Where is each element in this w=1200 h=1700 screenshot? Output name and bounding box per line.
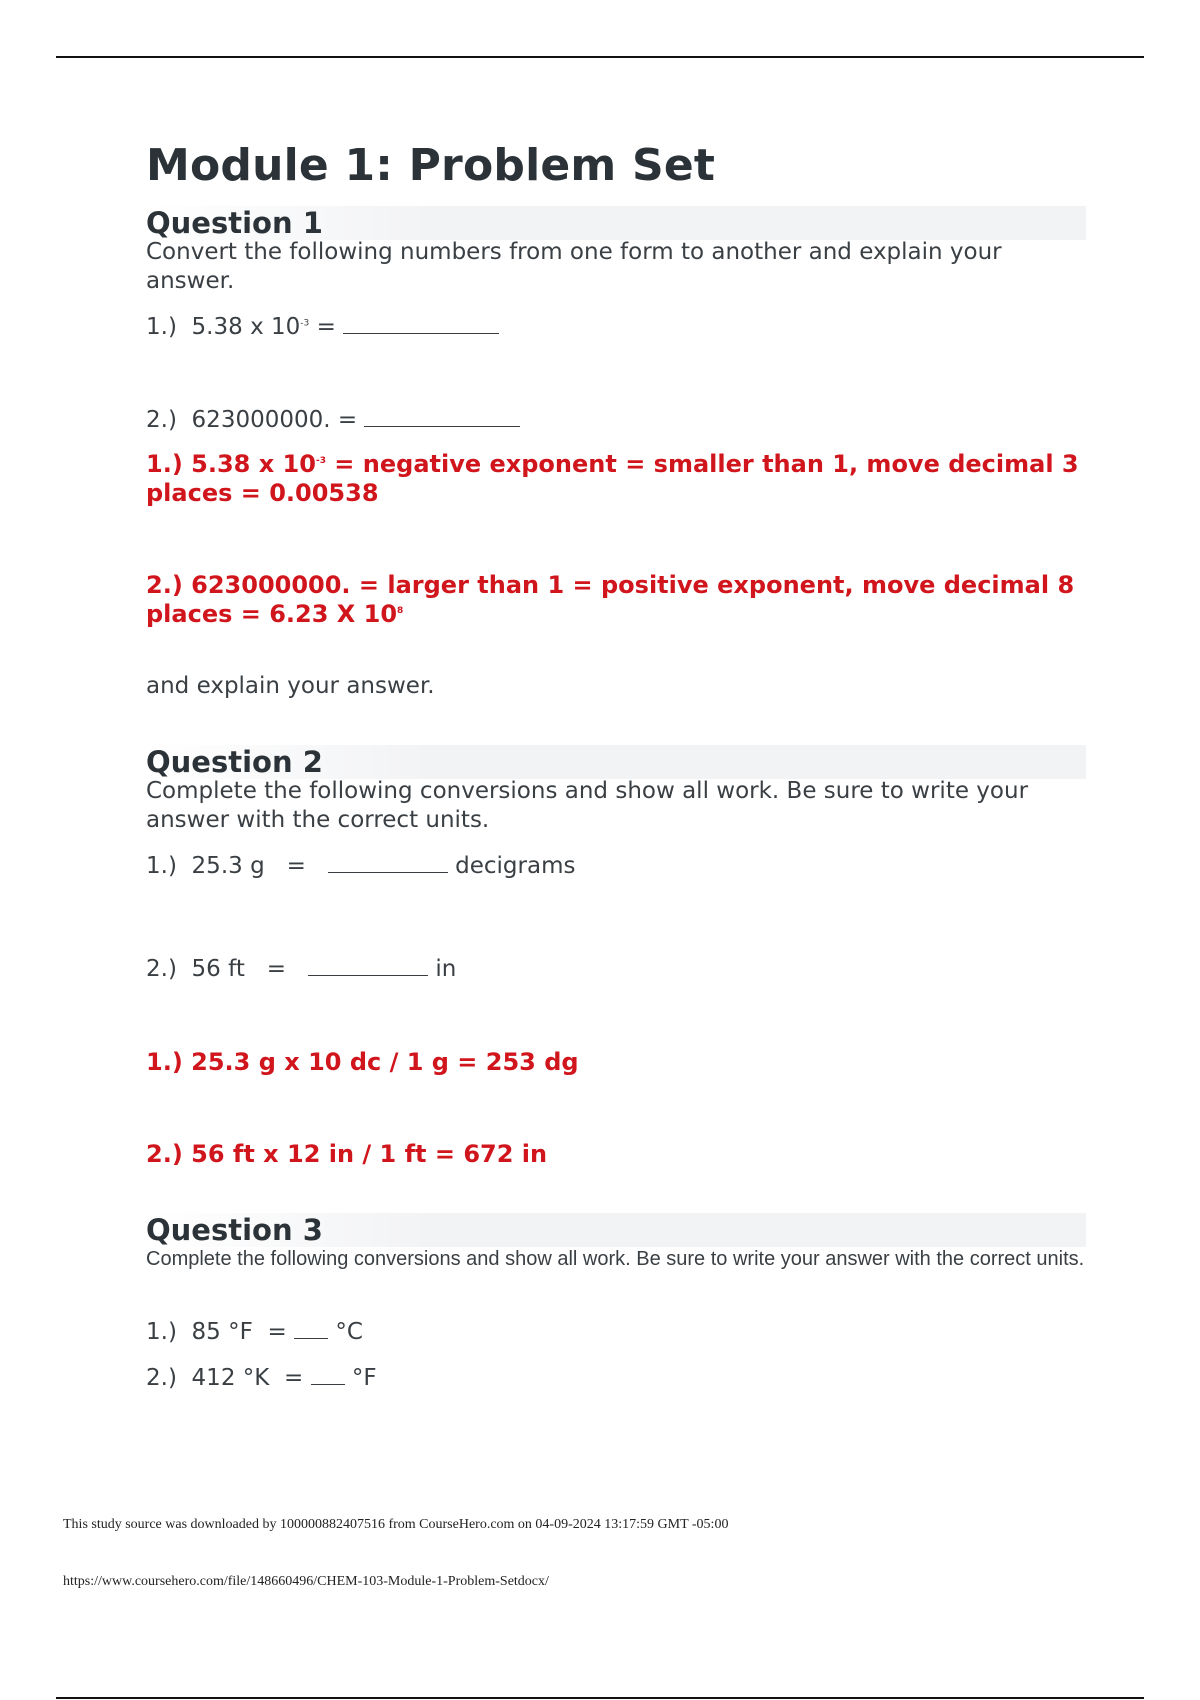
- question-2-answer-1: 1.) 25.3 g x 10 dc / 1 g = 253 dg: [146, 1048, 579, 1076]
- page-title: Module 1: Problem Set: [146, 140, 716, 191]
- question-1-item-2: 2.) 623000000. =: [146, 406, 520, 433]
- question-1-answer-1: 1.) 5.38 x $10^{-3}$ = negative exponent = smaller than 1, move decimal 3 places = 0.00538: [146, 450, 1079, 507]
- answer-blank: [308, 955, 428, 976]
- question-3-header: [146, 1213, 1086, 1247]
- question-3-item-2: 2.) 412 °K = °F: [146, 1365, 377, 1391]
- question-3-instructions: Complete the following conversions and show all work. Be sure to write your answer with the correct units.: [146, 1248, 1085, 1270]
- question-2-answer-2: 2.) 56 ft x 12 in / 1 ft = 672 in: [146, 1140, 548, 1168]
- answer-blank: [364, 406, 520, 427]
- question-3-heading: Question 3: [146, 1213, 323, 1247]
- question-1-header: [146, 206, 1086, 240]
- question-2-header: [146, 745, 1086, 779]
- question-1-instructions: Convert the following numbers from one form to another and explain your answer.: [146, 239, 1002, 294]
- question-2-instructions: Complete the following conversions and show all work. Be sure to write your answer with the correct units.: [146, 778, 1029, 833]
- source-url[interactable]: https://www.coursehero.com/file/148660496/CHEM-103-Module-1-Problem-Setdocx/: [63, 1574, 549, 1589]
- answer-blank: [343, 313, 499, 334]
- answer-blank: [328, 852, 448, 873]
- question-3-item-1: 1.) 85 °F = °C: [146, 1319, 363, 1345]
- question-1-trailing-text: and explain your answer.: [146, 673, 435, 699]
- question-1-answer-2: 2.) 623000000. = larger than 1 = positive exponent, move decimal 8 places = 6.23 X $10^8$: [146, 571, 1075, 628]
- question-1-heading: Question 1: [146, 206, 323, 240]
- question-2-item-1: 1.) 25.3 g = decigrams: [146, 853, 576, 879]
- download-notice: This study source was downloaded by 100000882407516 from CourseHero.com on 04-09-2024 13:17:59 GMT -05:00: [63, 1517, 729, 1532]
- question-1-item-1: 1.) 5.38 x $10^{-3}$ =: [146, 313, 499, 340]
- question-2-item-2: 2.) 56 ft = in: [146, 956, 457, 982]
- answer-blank: [294, 1318, 328, 1339]
- bottom-rule: [56, 1697, 1144, 1699]
- answer-blank: [311, 1364, 345, 1385]
- question-2-heading: Question 2: [146, 745, 323, 779]
- top-rule: [56, 56, 1144, 58]
